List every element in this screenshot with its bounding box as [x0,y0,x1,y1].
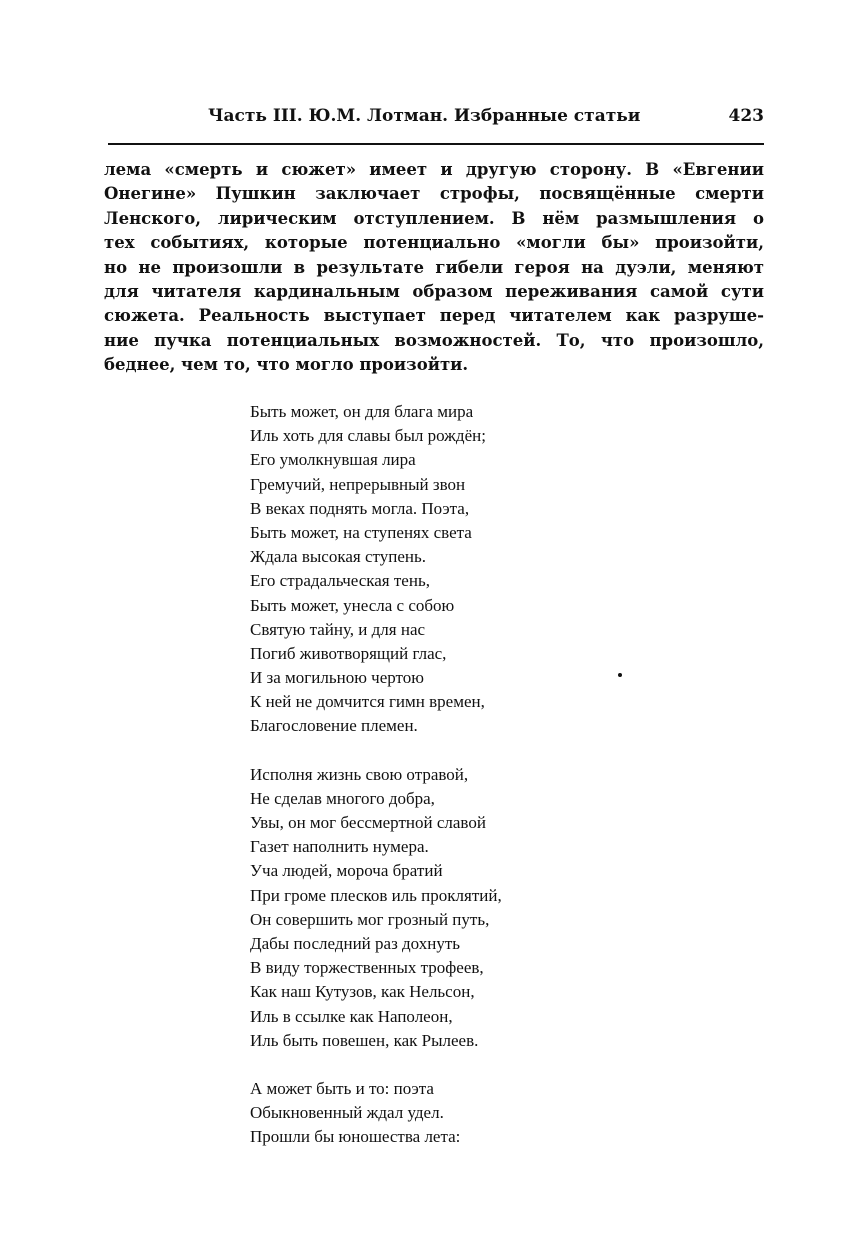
verse-line: Гремучий, непрерывный звон [250,474,466,494]
verse-line: Быть может, унесла с собою [250,595,455,615]
verse-line: Исполня жизнь свою отравой, [250,764,469,784]
header-rule [108,143,764,145]
verse-line: Его умолкнувшая лира [250,450,416,470]
poem-stanza [250,1077,670,1150]
running-header-title: Часть III. Ю.М. Лотман. Избранные статьи [208,106,641,126]
running-header [108,104,764,134]
verse-line: Ждала высокая ступень. [250,547,426,567]
verse-line: В виду торжественных трофеев, [250,958,484,978]
verse-line: Его страдальческая тень, [250,571,430,591]
verse-line: При громе плесков иль проклятий, [250,885,502,905]
prose-line: ние пучка потенциальных возможностей. То, что произошло, [104,330,764,350]
print-speck [618,673,622,677]
verse-line: Дабы последний раз дохнуть [250,933,461,953]
verse-line: Газет наполнить нумера. [250,837,429,857]
poem-stanza [250,763,670,1053]
prose-line: лема «смерть и сюжет» имеет и другую сторону. В «Евгении [104,160,764,179]
verse-line: Обыкновенный ждал удел. [250,1103,444,1123]
verse-line: В веках поднять могла. Поэта, [250,498,470,518]
verse-line: И за могильною чертою [250,668,424,688]
verse-line: Как наш Кутузов, как Нельсон, [250,982,475,1002]
prose-line: тех событиях, которые потенциально «могли бы» произойти, [104,233,764,253]
verse-line: Иль быть повешен, как Рылеев. [250,1030,479,1050]
prose-line: беднее, чем то, что могло произойти. [104,355,469,375]
verse-line: Святую тайну, и для нас [250,619,426,639]
verse-line: Он совершить мог грозный путь, [250,909,490,929]
verse-line: Прошли бы юношества лета: [250,1127,461,1147]
verse-line: Увы, он мог бессмертной славой [250,813,486,832]
verse-line: Уча людей, мороча братий [250,861,443,881]
verse-line: Иль хоть для славы был рождён; [250,426,486,446]
verse-line: Быть может, на ступенях света [250,522,472,542]
prose-line: Ленского, лирическим отступлением. В нём размышления о [104,208,764,228]
verse-line: Иль в ссылке как Наполеон, [250,1006,453,1026]
poem-quotation [250,400,670,1173]
verse-line: К ней не домчится гимн времен, [250,692,485,712]
verse-line: Не сделав многого добра, [250,788,435,808]
verse-line: Погиб животворящий глас, [250,643,447,663]
prose-line: Онегине» Пушкин заключает строфы, посвящённые смерти [104,184,764,204]
poem-stanza [250,400,670,739]
prose-line: но не произошли в результате гибели героя на дуэли, меняют [104,257,764,277]
prose-line: сюжета. Реальность выступает перед читателем как разруше- [104,306,764,326]
prose-paragraph [104,158,764,378]
verse-line: Благословение племен. [250,716,418,736]
verse-line: А может быть и то: поэта [250,1078,434,1098]
page-number: 423 [728,106,764,126]
verse-line: Быть может, он для блага мира [250,402,474,421]
prose-line: для читателя кардинальным образом переживания самой сути [104,281,764,301]
